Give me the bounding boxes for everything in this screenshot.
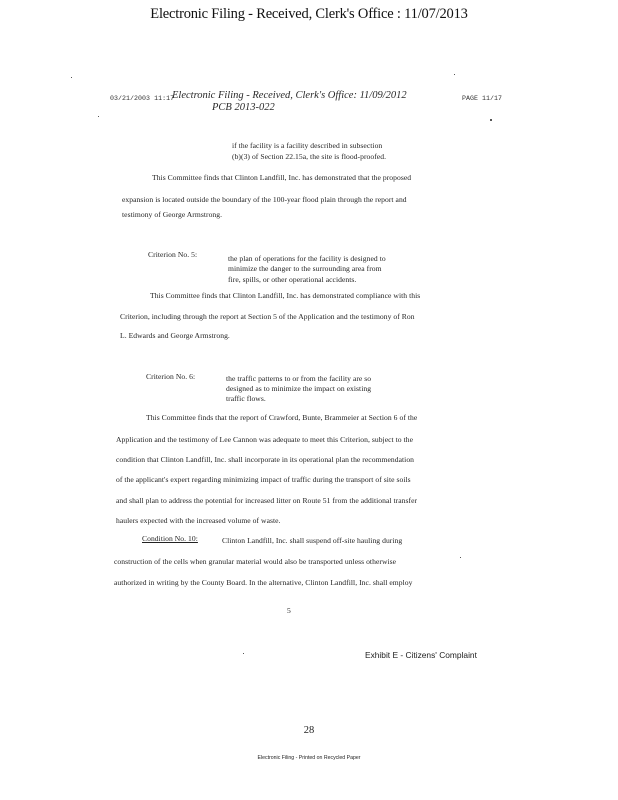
finding6-line: condition that Clinton Landfill, Inc. shall incorporate in its operational plan the recommendation [116,455,415,464]
criterion6-text-line: the traffic patterns to or from the facility are so [226,374,372,383]
recycled-paper-footer: Electronic Filing - Printed on Recycled Paper [257,755,361,761]
finding6-line: and shall plan to address the potential for increased litter on Route 51 from the additional transfer [116,496,418,505]
finding4-line: testimony of George Armstrong. [122,210,223,219]
criterion4-text-line: if the facility is a facility described in subsection [232,141,383,150]
criterion5-text-line: minimize the danger to the surrounding area from [228,264,382,273]
finding6-line: haulers expected with the increased volume of waste. [116,516,281,525]
finding6-line: of the applicant's expert regarding minimizing impact of traffic during the transport of site soils [116,475,411,484]
scan-speck [460,557,461,558]
condition10-first-line: Clinton Landfill, Inc. shall suspend off-site hauling during [222,536,403,545]
criterion6-text-line: traffic flows. [226,394,266,403]
condition10-line: construction of the cells when granular material would also be transported unless otherwise [114,557,397,566]
scan-speck [98,116,99,117]
inner-filing-stamp: Electronic Filing - Received, Clerk's Office: 11/09/2012 [172,90,407,101]
finding4-line: expansion is located outside the boundary of the 100-year flood plain through the report and [122,195,407,204]
criterion6-label: Criterion No. 6: [146,372,196,381]
finding5-line: This Committee finds that Clinton Landfill, Inc. has demonstrated compliance with this [150,291,421,300]
condition10-label: Condition No. 10: [142,534,198,543]
scan-speck [490,119,492,121]
finding6-line: Application and the testimony of Lee Cannon was adequate to meet this Criterion, subject to the [116,435,414,444]
exhibit-label: Exhibit E - Citizens' Complaint [365,650,477,660]
scan-speck [243,653,244,654]
scan-speck [454,74,455,75]
outer-page-number: 28 [303,725,315,736]
criterion5-label: Criterion No. 5: [148,250,198,259]
criterion4-text-line: (b)(3) of Section 22.15a, the site is flood-proofed. [232,152,387,161]
inner-page-number: 5 [287,606,291,615]
scan-speck [71,77,72,78]
fax-header-timestamp: 03/21/2003 11:17 [110,95,175,102]
criterion5-text-line: the plan of operations for the facility is designed to [228,254,386,263]
finding5-line: Criterion, including through the report at Section 5 of the Application and the testimony of Ron [120,312,415,321]
criterion6-text-line: designed as to minimize the impact on existing [226,384,372,393]
fax-page-number: PAGE 11/17 [462,95,503,102]
condition10-line: authorized in writing by the County Board. In the alternative, Clinton Landfill, Inc. shall employ [114,578,413,587]
electronic-filing-header: Electronic Filing - Received, Clerk's Office : 11/07/2013 [150,6,468,22]
finding6-line: This Committee finds that the report of Crawford, Bunte, Brammeier at Section 6 of the [146,413,418,422]
finding5-line: L. Edwards and George Armstrong. [120,331,230,340]
case-number-stamp: PCB 2013-022 [212,102,275,113]
criterion5-text-line: fire, spills, or other operational accidents. [228,275,357,284]
finding4-line: This Committee finds that Clinton Landfill, Inc. has demonstrated that the proposed [152,173,412,182]
